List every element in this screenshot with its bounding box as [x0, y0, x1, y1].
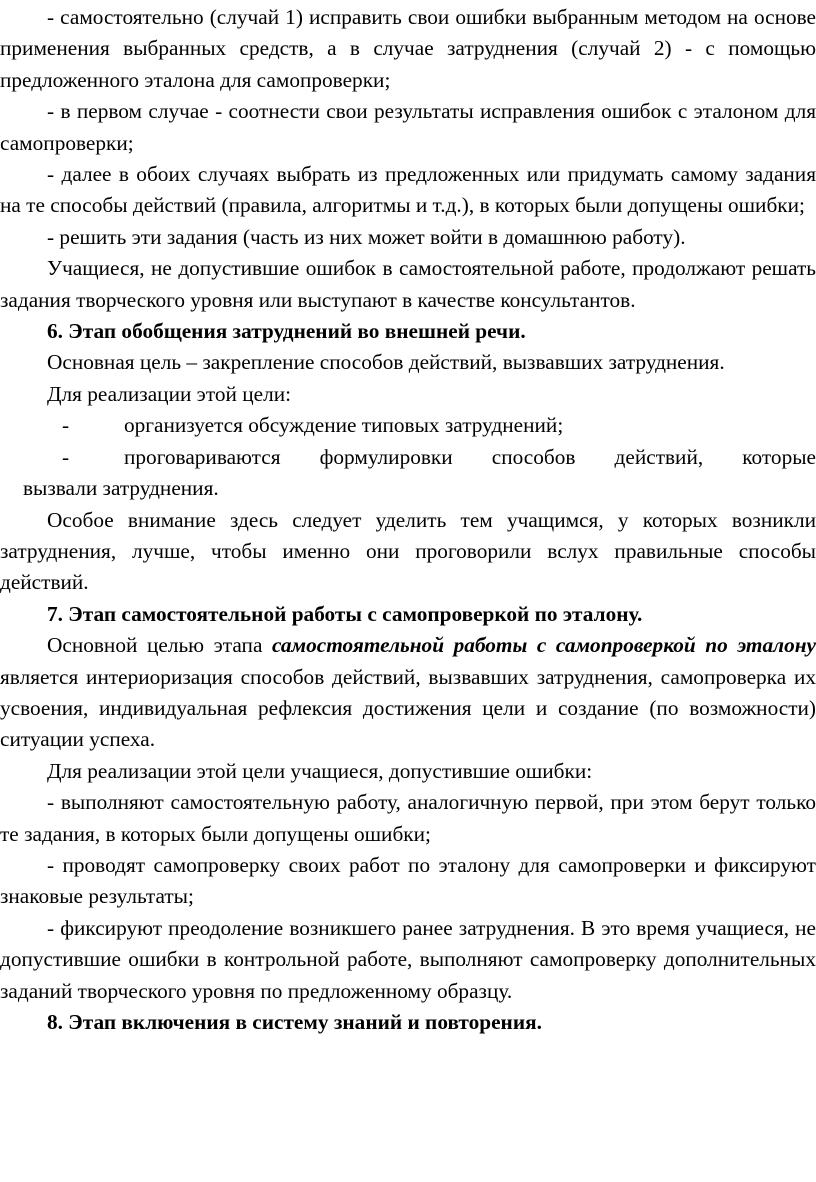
list-item-continuation: вызвали затруднения. — [23, 476, 219, 501]
paragraph-correct-errors: - самостоятельно (случай 1) исправить свои ошибки выбранным методом на основе применения выбранных средств, а в случае затруднения (случай 2) - с помощью предложенного эталона для самопроверки; — [0, 5, 816, 92]
paragraph-text-start: Основной целью этапа — [47, 633, 272, 658]
paragraph-for-goal: Для реализации этой цели: — [47, 381, 292, 406]
paragraph-self-check: - проводят самопроверку своих работ по эталону для самопроверки и фиксируют знаковые результаты; — [0, 852, 816, 909]
list-item-text: проговариваются формулировки способов действий, которые — [124, 444, 816, 469]
paragraph-main-goal: Основная цель – закрепление способов действий, вызвавших затруднения. — [47, 350, 725, 375]
paragraph-compare-results: - в первом случае - соотнести свои результаты исправления ошибок с эталоном для самопроверки; — [0, 99, 816, 155]
paragraph-solve-tasks: - решить эти задания (часть из них может войти в домашнюю работу). — [47, 224, 686, 249]
paragraph-choose-tasks: - далее в обоих случаях выбрать из предложенных или придумать самому задания на те способы действий (правила, алгоритмы и т.д.), в которых были допущены ошибки; — [0, 162, 816, 218]
list-dash: - — [62, 444, 70, 469]
paragraph-no-errors-students: Учащиеся, не допустившие ошибок в самостоятельной работе, продолжают решать задания творческого уровня или выступают в качестве консультантов. — [0, 256, 816, 312]
paragraph-overcome-difficulty: - фиксируют преодоление возникшего ранее затруднения. В это время учащиеся, не допустившие ошибки в контрольной работе, выполняют самопроверку дополнительных заданий творческого уровня по предложенному образцу. — [0, 915, 816, 1003]
list-item-formulations — [0, 442, 816, 473]
paragraph-students-with-errors: Для реализации этой цели учащиеся, допустившие ошибки: — [47, 758, 593, 783]
list-item-text: организуется обсуждение типовых затруднений; — [124, 413, 564, 438]
heading-stage-6: 6. Этап обобщения затруднений во внешней речи. — [47, 319, 526, 344]
heading-stage-8: 8. Этап включения в систему знаний и повторения. — [47, 1010, 542, 1034]
paragraph-special-attention: Особое внимание здесь следует уделить тем учащимся, у которых возникли затруднения, лучше, чтобы именно они проговорили вслух правильные способы действий. — [0, 507, 816, 595]
list-item-discussion — [0, 410, 816, 441]
paragraph-stage-7-goal — [0, 630, 816, 756]
heading-stage-7: 7. Этап самостоятельной работы с самопроверкой по эталону. — [47, 601, 643, 626]
paragraph-perform-work: - выполняют самостоятельную работу, аналогичную первой, при этом берут только те задания, в которых были допущены ошибки; — [0, 790, 816, 846]
emphasis-text: самостоятельной работы с самопроверкой по эталону — [272, 633, 816, 658]
paragraph-text-end: является интериоризация способов действий, вызвавших затруднения, самопроверка их усвоения, индивидуальная рефлексия достижения цели и создание (по возможности) ситуации успеха. — [0, 664, 816, 752]
list-dash: - — [62, 413, 70, 438]
